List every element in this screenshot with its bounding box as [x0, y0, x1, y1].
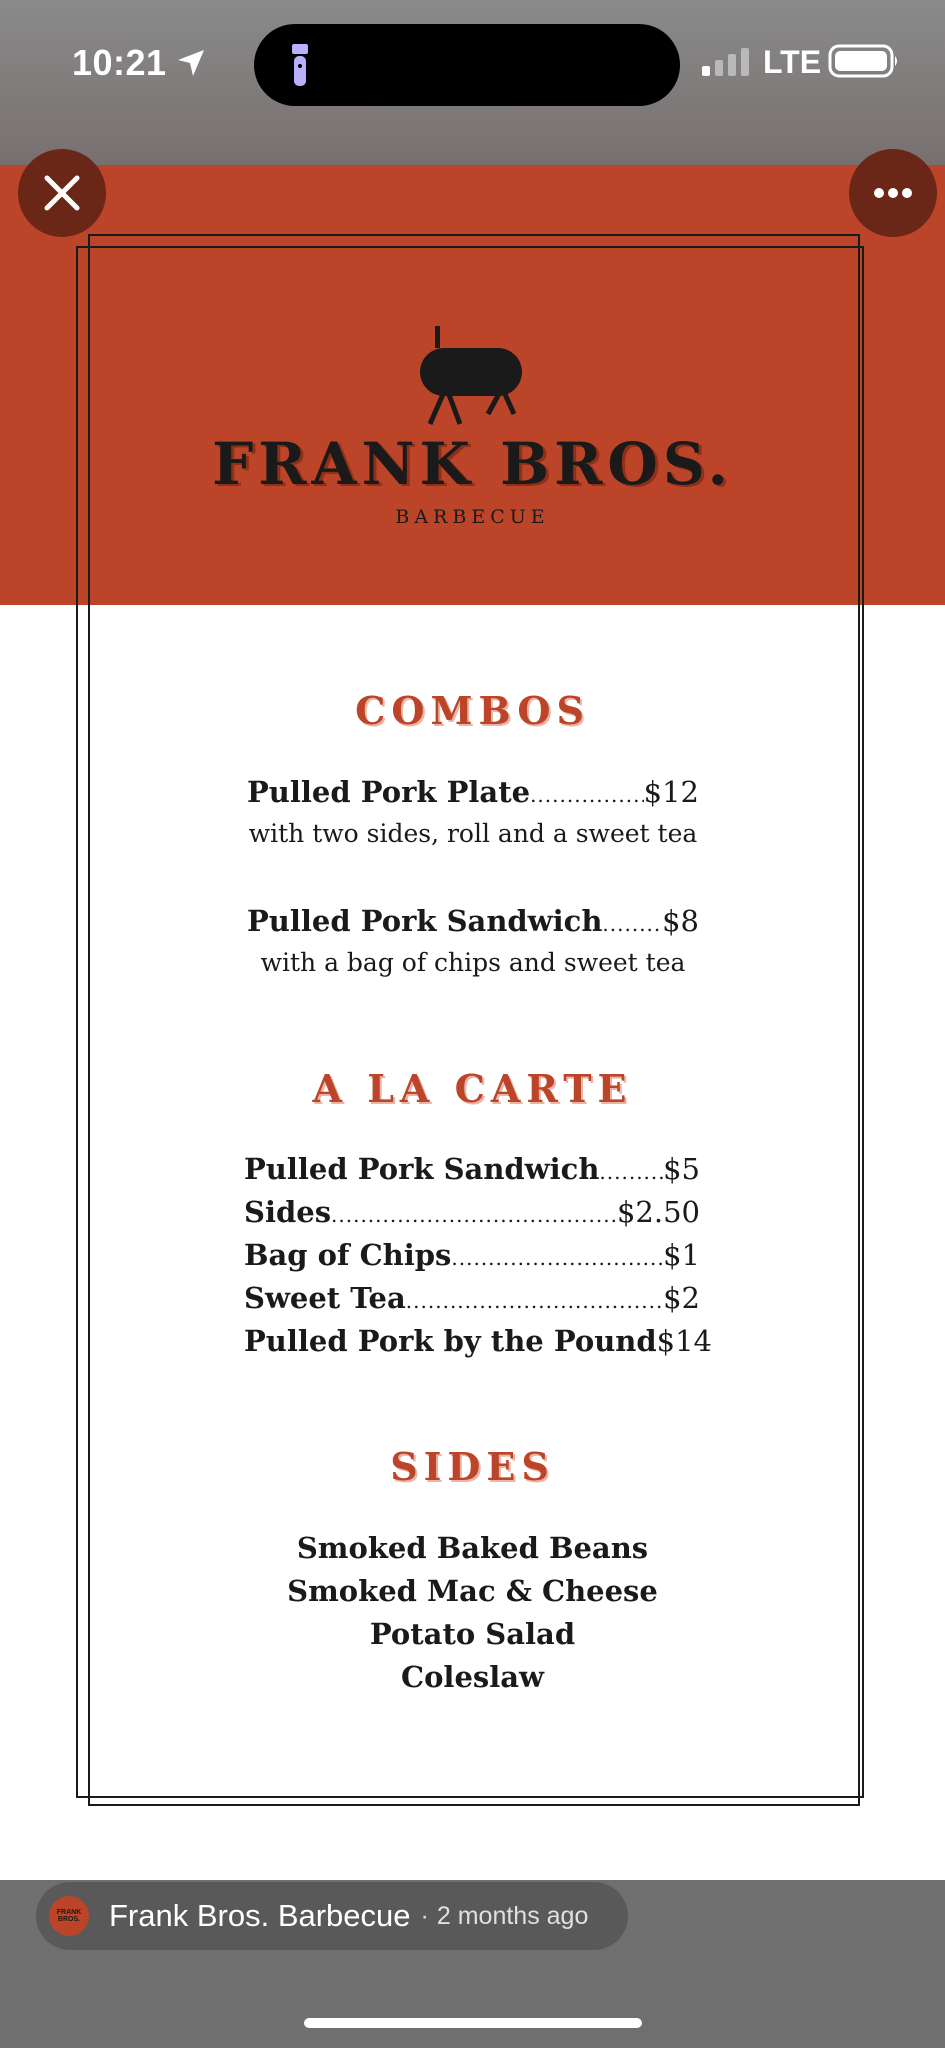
close-icon [42, 173, 82, 213]
item-price: $5 [663, 1152, 700, 1186]
combo-item [247, 775, 699, 848]
item-price: $8 [662, 904, 699, 938]
list-item [244, 1195, 700, 1238]
section-title-combos: COMBOS [355, 688, 590, 733]
list-item: Coleslaw [401, 1660, 544, 1694]
a-la-carte-list [244, 1152, 713, 1367]
item-price: $1 [663, 1238, 700, 1272]
item-name: Sides [244, 1195, 332, 1229]
item-name: Pulled Pork Sandwich [247, 904, 603, 938]
brand-name: FRANK BROS. [212, 430, 733, 498]
item-price: $2 [663, 1281, 700, 1315]
item-price: $12 [643, 775, 699, 809]
status-bar [0, 0, 945, 165]
close-button[interactable] [18, 149, 106, 237]
item-name: Bag of Chips [244, 1238, 452, 1272]
list-item: Potato Salad [369, 1617, 576, 1651]
home-indicator[interactable] [304, 2018, 642, 2028]
network-type: LTE [763, 44, 822, 80]
dot-leader [451, 1246, 663, 1270]
dynamic-island [254, 24, 680, 106]
item-name: Sweet Tea [244, 1281, 406, 1315]
attribution-separator: · [420, 1901, 429, 1930]
item-price: $14 [656, 1324, 713, 1358]
dot-leader [406, 1289, 663, 1313]
item-description: with a bag of chips and sweet tea [260, 948, 686, 977]
avatar[interactable] [49, 1896, 89, 1936]
list-item: Smoked Mac & Cheese [287, 1574, 658, 1608]
list-item [244, 1281, 700, 1324]
more-icon [873, 187, 913, 199]
signal-icon [702, 46, 750, 78]
section-title-sides: SIDES [390, 1444, 555, 1489]
brand-subtitle: BARBECUE [395, 506, 550, 528]
dot-leader [599, 1160, 663, 1184]
dot-leader [331, 1203, 617, 1227]
list-item: Smoked Baked Beans [296, 1531, 649, 1565]
dot-leader [602, 912, 662, 936]
item-name: Pulled Pork Sandwich [244, 1152, 600, 1186]
list-item [244, 1238, 700, 1281]
list-item [244, 1152, 700, 1195]
list-item [244, 1324, 713, 1367]
combo-item [247, 904, 699, 977]
item-description: with two sides, roll and a sweet tea [248, 819, 698, 848]
avatar-label: FRANK BROS. [56, 1909, 82, 1923]
sides-list [0, 1531, 945, 1703]
section-title-a-la-carte: A LA CARTE [312, 1066, 633, 1111]
battery-icon [828, 44, 900, 78]
attribution-time: 2 months ago [436, 1901, 589, 1930]
item-name: Pulled Pork Plate [247, 775, 531, 809]
attribution-chip[interactable] [36, 1882, 628, 1950]
attribution-name[interactable]: Frank Bros. Barbecue [109, 1898, 411, 1933]
dot-leader [530, 783, 644, 807]
item-name: Pulled Pork by the Pound [244, 1324, 657, 1358]
status-time: 10:21 [72, 42, 167, 83]
location-arrow-icon [176, 48, 206, 78]
flashlight-icon [284, 42, 316, 88]
more-options-button[interactable] [849, 149, 937, 237]
item-price: $2.50 [616, 1195, 700, 1229]
smoker-icon [414, 322, 528, 426]
